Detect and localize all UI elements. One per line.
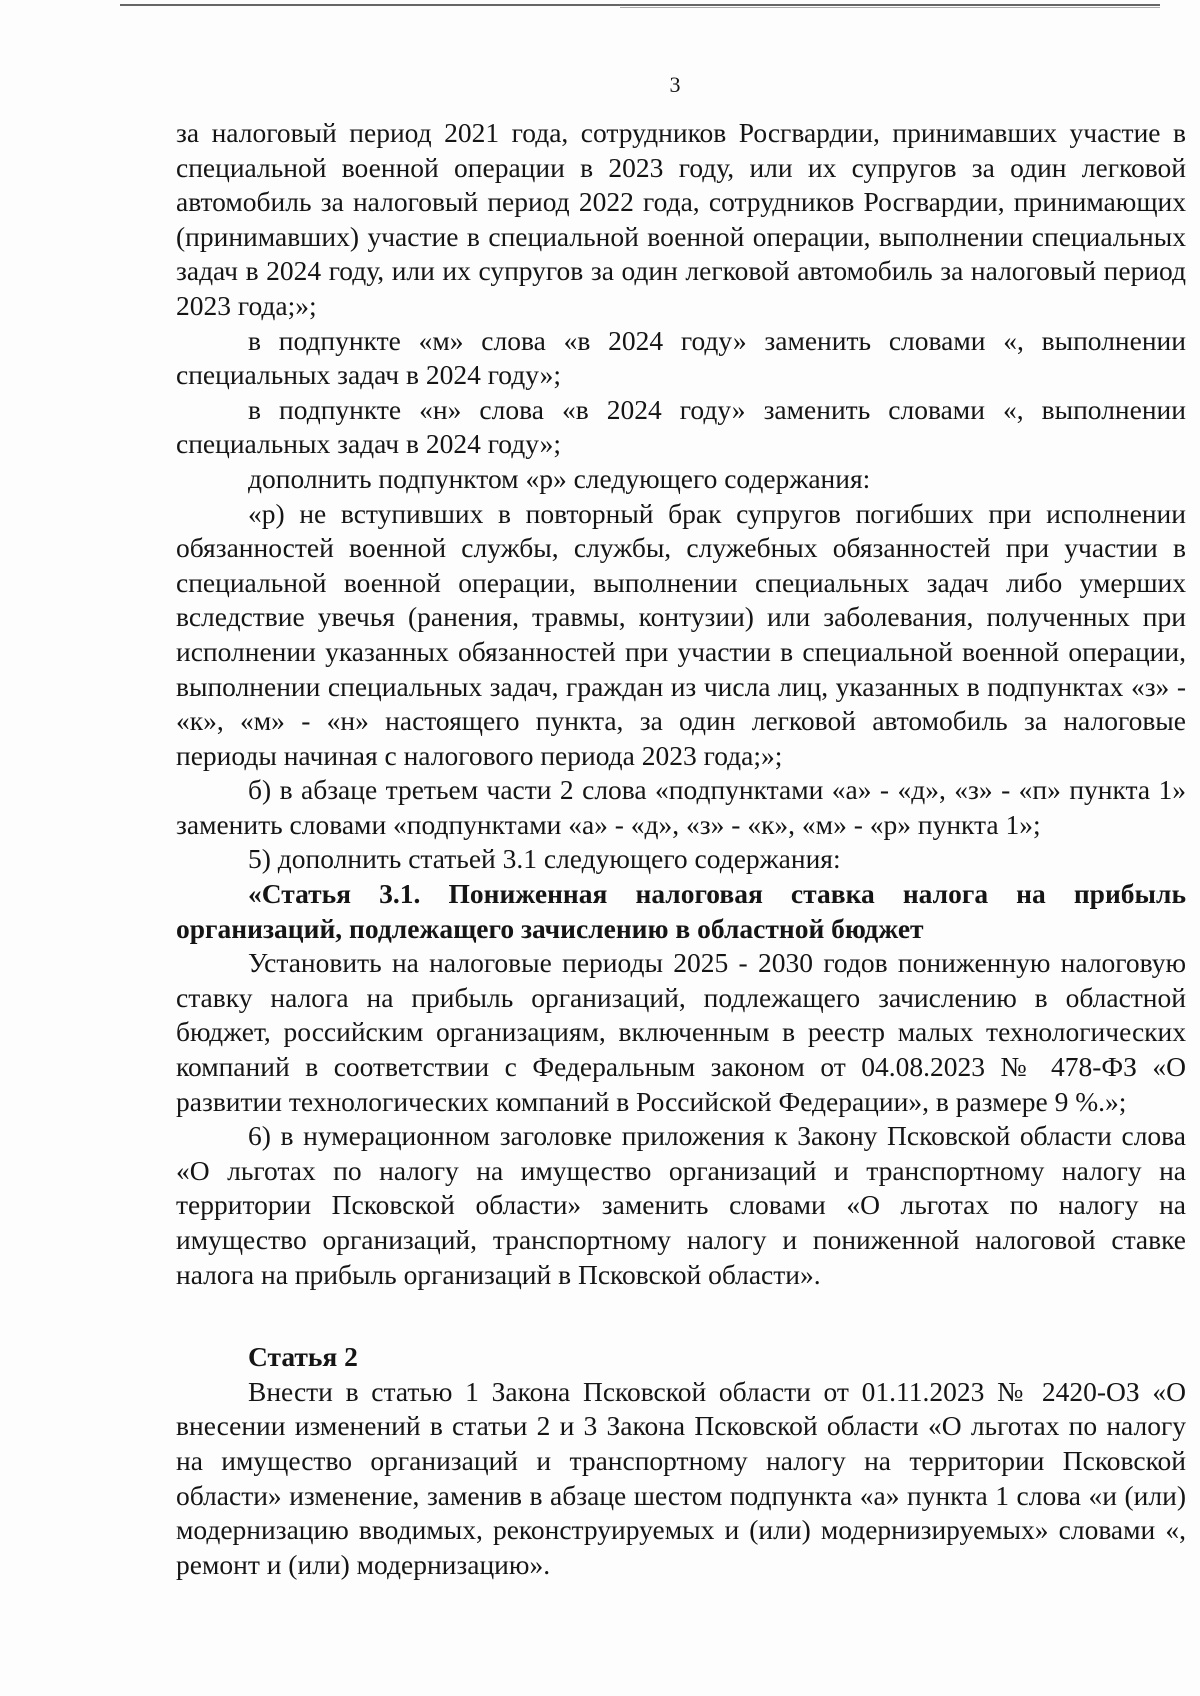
- paragraph-subitem-r-text: «р) не вступивших в повторный брак супругов погибших при исполнении обязанностей военной службы, службы, служебных обязанностей при участии в специальной военной операции, выполнении специальных задач либо умерших вследствие увечья (ранения, травмы, контузии) или заболевания, полученных при исполнении указанных обязанностей при участии в специальной военной операции, выполнении специальных задач, граждан из числа лиц, указанных в подпунктах «з» - «к», «м» - «н» настоящего пункта, за один легковой автомобиль за налоговые периоды начиная с налогового периода 2023 года;»;: [176, 497, 1186, 771]
- paragraph-article-2-text: Внести в статью 1 Закона Псковской области от 01.11.2023 № 2420-ОЗ «О внесении изменений в статьи 2 и 3 Закона Псковской области «О льготах по налогу на имущество организаций и транспортному налогу на территории Псковской области» изменение, заменив в абзаце шестом подпункта «а» пункта 1 слова «и (или) модернизацию вводимых, реконструируемых и (или) модернизируемых» словами «, ремонт и (или) модернизацию».: [176, 1375, 1186, 1580]
- paragraph-subitem-n: в подпункте «н» слова «в 2024 году» заменить словами «, выполнении специальных задач в 2024 году»;: [176, 393, 1186, 460]
- paragraph-add-subitem-r: дополнить подпунктом «р» следующего содержания:: [248, 462, 871, 494]
- paragraph-article-3-1-text: Установить на налоговые периоды 2025 - 2030 годов пониженную налоговую ставку налога на прибыль организаций, подлежащего зачислению в областной бюджет, российским организациям, включенным в реестр малых технологических компаний в соответствии с Федеральным законом от 04.08.2023 № 478-ФЗ «О развитии технологических компаний в Российской Федерации», в размере 9 %.»;: [176, 947, 1186, 1117]
- section-spacer: [176, 1292, 1186, 1340]
- document-body: [176, 116, 1186, 1582]
- article-3-1-heading: «Статья 3.1. Пониженная налоговая ставка налога на прибыль организаций, подлежащего зачислению в областной бюджет: [176, 878, 1186, 944]
- paragraph-item-5: 5) дополнить статьей 3.1 следующего содержания:: [248, 843, 841, 875]
- article-2-heading: Статья 2: [248, 1341, 358, 1373]
- scan-edge-line-secondary: [620, 7, 1160, 8]
- paragraph-part-b: б) в абзаце третьем части 2 слова «подпунктами «а» - «д», «з» - «п» пункта 1» заменить словами «подпунктами «а» - «д», «з» - «к», «м» - «р» пункта 1»;: [176, 774, 1186, 840]
- paragraph-item-6: 6) в нумерационном заголовке приложения к Закону Псковской области слова «О льготах по налогу на имущество организаций и транспортному налогу на территории Псковской области» заменить словами «О льготах по налогу на имущество организаций, транспортному налогу и пониженной налоговой ставке налога на прибыль организаций в Псковской области».: [176, 1120, 1186, 1290]
- scan-edge-line: [120, 4, 1160, 6]
- page-number: 3: [669, 72, 681, 97]
- paragraph-continuation: за налоговый период 2021 года, сотрудников Росгвардии, принимавших участие в специальной военной операции в 2023 году, или их супругов за один легковой автомобиль за налоговый период 2022 года, сотрудников Росгвардии, принимающих (принимавших) участие в специальной военной операции, выполнении специальных задач в 2024 году, или их супругов за один легковой автомобиль за налоговый период 2023 года;»;: [176, 117, 1186, 321]
- paragraph-subitem-m: в подпункте «м» слова «в 2024 году» заменить словами «, выполнении специальных задач в 2024 году»;: [176, 324, 1186, 391]
